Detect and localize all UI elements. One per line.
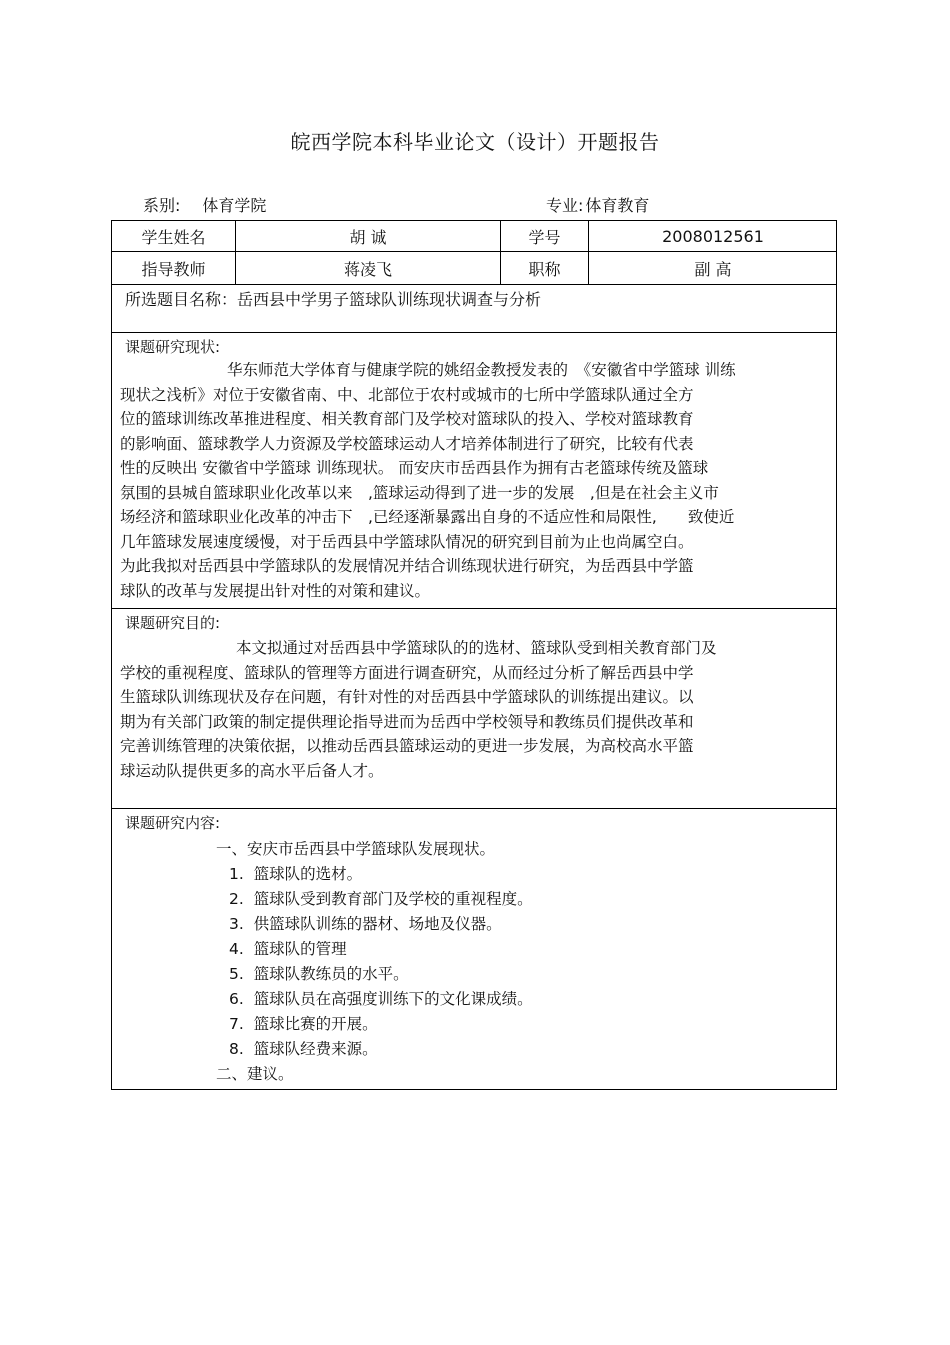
content-item (229, 862, 362, 884)
text-line: 为此我拟对岳西县中学篮球队的发展情况并结合训练现状进行研究，为岳西县中学篮 (120, 557, 694, 575)
research-content-section (112, 809, 836, 1089)
research-status-text (120, 358, 736, 603)
major-value: 体育教育 (585, 196, 650, 215)
content-item-text: 篮球比赛的开展。 (253, 1015, 378, 1033)
content-item-text: 篮球队员在高强度训练下的文化课成绩。 (253, 990, 533, 1008)
student-name-value: 胡 诚 (236, 221, 501, 251)
text-line: 现状之浅析》对位于安徽省南、中、北部位于农村或城市的七所中学篮球队通过全方 (120, 385, 694, 404)
research-status-label: 课题研究现状: (125, 338, 221, 356)
major-label: 专业: (546, 196, 584, 215)
student-id-value: 2008012561 (662, 226, 764, 246)
content-item-text: 篮球队的管理 (253, 940, 347, 958)
text-line: 氛围的县城自篮球职业化改革以来 ,篮球运动得到了进一步的发展 ,但是在社会主义市 (120, 483, 719, 502)
content-heading-2: 二、建议。 (216, 1065, 294, 1083)
text-line: 的影响面、篮球教学人力资源及学校篮球运动人才培养体制进行了研究，比较有代表 (120, 434, 694, 453)
page-title: 皖西学院本科毕业论文（设计）开题报告 (290, 130, 660, 154)
report-table (111, 220, 837, 1090)
research-status-section (112, 333, 836, 609)
content-item-number: 7. (229, 1015, 244, 1033)
title-rank-value: 副 高 (694, 259, 732, 279)
text-line: 学校的重视程度、篮球队的管理等方面进行调查研究，从而经过分析了解岳西县中学 (120, 663, 694, 682)
major-field (546, 193, 649, 216)
text-line: 完善训练管理的决策依据，以推动岳西县篮球运动的更进一步发展，为高校高水平篮 (120, 737, 694, 755)
text-line: 生篮球队训练现状及存在问题，有针对性的对岳西县中学篮球队的训练提出建议。以 (120, 688, 694, 706)
research-purpose-label: 课题研究目的: (125, 614, 221, 632)
advisor-label: 指导教师 (112, 252, 236, 284)
student-row (112, 221, 836, 252)
content-heading-1: 一、安庆市岳西县中学篮球队发展现状。 (216, 840, 496, 858)
content-item (229, 1037, 378, 1059)
content-item-number: 5. (229, 965, 244, 983)
content-item (229, 1012, 378, 1034)
content-item-text: 供篮球队训练的器材、场地及仪器。 (253, 915, 502, 933)
content-item-number: 1. (229, 865, 244, 883)
text-line: 位的篮球训练改革推进程度、相关教育部门及学校对篮球队的投入、学校对篮球教育 (120, 410, 694, 428)
text-line: 华东师范大学体育与健康学院的姚绍金教授发表的 《安徽省中学篮球 训练 (227, 361, 736, 379)
student-id-label: 学号 (501, 221, 589, 251)
text-line: 几年篮球发展速度缓慢，对于岳西县中学篮球队情况的研究到目前为止也尚属空白。 (120, 532, 694, 551)
title-rank-label: 职称 (501, 252, 589, 284)
department-label: 系别: (143, 196, 181, 215)
content-item-text: 篮球队教练员的水平。 (253, 965, 409, 983)
department-value: 体育学院 (202, 196, 267, 215)
content-item-number: 8. (229, 1040, 244, 1058)
content-item-number: 3. (229, 915, 244, 933)
text-line: 球运动队提供更多的高水平后备人才。 (120, 761, 384, 780)
student-name-label: 学生姓名 (112, 221, 236, 251)
content-item-text: 篮球队受到教育部门及学校的重视程度。 (253, 890, 533, 908)
research-content-label: 课题研究内容: (125, 814, 221, 832)
topic-text: 所选题目名称：岳西县中学男子篮球队训练现状调查与分析 (125, 290, 542, 309)
content-item-number: 4. (229, 940, 244, 958)
content-item-text: 篮球队经费来源。 (253, 1040, 378, 1058)
content-item-number: 2. (229, 890, 244, 908)
advisor-value: 蒋凌飞 (236, 252, 501, 284)
department-field (143, 193, 266, 216)
content-item (229, 937, 347, 959)
text-line: 性的反映出 安徽省中学篮球 训练现状。 而安庆市岳西县作为拥有古老篮球传统及篮球 (120, 459, 709, 477)
content-item-text: 篮球队的选材。 (253, 865, 363, 883)
content-item (229, 987, 533, 1009)
topic-row (112, 285, 836, 333)
text-line: 球队的改革与发展提出针对性的对策和建议。 (120, 581, 431, 600)
content-item (229, 912, 502, 934)
research-purpose-section (112, 609, 836, 809)
research-purpose-text (120, 636, 717, 783)
text-line: 期为有关部门政策的制定提供理论指导进而为岳西中学校领导和教练员们提供改革和 (120, 712, 694, 731)
content-item-number: 6. (229, 990, 244, 1008)
text-line: 本文拟通过对岳西县中学篮球队的的选材、篮球队受到相关教育部门及 (236, 639, 717, 657)
content-item (229, 962, 409, 984)
text-line: 场经济和篮球职业化改革的冲击下 ,已经逐渐暴露出自身的不适应性和局限性, 致使近 (120, 508, 735, 526)
advisor-row (112, 252, 836, 285)
content-item (229, 887, 533, 909)
